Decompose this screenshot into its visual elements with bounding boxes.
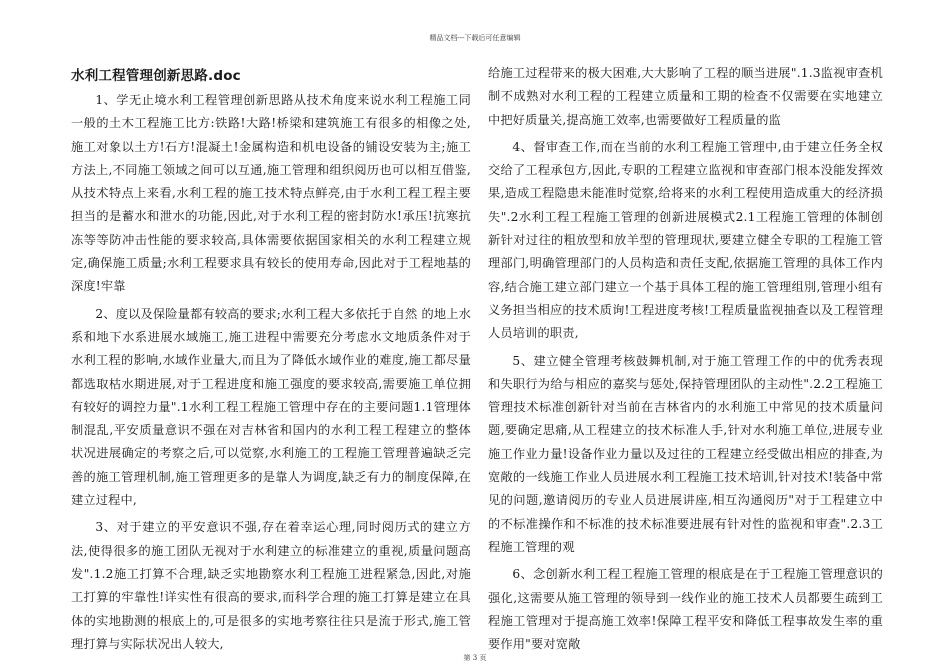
paragraph: 1、学无止境水利工程管理创新思路从技术角度来说水利工程施工同一般的土木工程施工比方:铁路!大路!桥梁和建筑施工有很多的相像之处,施工对象以土方!石方!混凝土!金属构造和机电设备的铺设安装为主;施工方法上,不同施工领域之间可以互通,施工管理和组织阅历也可以相互借鉴,从技术特点上来看,水利工程的施工技术特点鲜亮,由于水利工程工程主要担当的是蓄水和泄水的功能,因此,对于水利工程的密封防水!承压!抗寒抗冻等等防冲击性能的要求较高,具体需要依据国家相关的水利工程建立规定,确保施工质量;水利工程要求具有较长的使用寿命,因此对于工程地基的深度!牢靠	[71, 93, 471, 294]
page-number: 第 3 页	[463, 654, 487, 662]
paragraph: 6、念创新水利工程工程施工管理的根底是在于工程施工管理意识的强化,这需要从施工管理的领导到一线作业的施工技术人员都要生疏到工程施工管理对于提高施工效率!保障工程平安和降低工程事故发生率的重要作用"要对宽敞	[488, 567, 883, 652]
page-header: 精品文档---下载后可任意编辑	[429, 34, 521, 42]
paragraph: 3、对于建立的平安意识不强,存在着幸运心理,同时阅历式的建立方法,使得很多的施工团队无视对于水利建立的标准建立的重视,质量问题高发".1.2施工打算不合理,缺乏实地勘察水利工程施工进程紧急,因此,对施工打算的牢靠性!详实性有很高的要求,而科学合理的施工打算是建立在具体的实地勘测的根底上的,可是很多的实地考察往往只是流于形式,施工管理打算与实际状况出人较大,	[71, 520, 471, 651]
paragraph: 给施工过程带来的极大困难,大大影响了工程的顺当进展".1.3监视审查机制不成熟对水利工程的工程建立质量和工期的检查不仅需要在实地建立中把好质量关,提高施工效率,也需要做好工程质量的监	[488, 66, 883, 127]
document-title: 水利工程管理创新思路.doc	[71, 68, 241, 84]
paragraph: 4、督审查工作,而在当前的水利工程施工管理中,由于建立任务全权交给了工程承包方,因此,专职的工程建立监视和审查部门根本没能发挥效果,造成工程隐患未能准时觉察,给将来的水利工程使用造成重大的经济损失".2水利工程工程施工管理的创新进展模式2.1工程施工管理的体制创新针对过往的粗放型和放羊型的管理现状,要建立健全专职的工程施工管理部门,明确管理部门的人员构造和责任支配,依据施工管理的具体工作内容,结合施工建立部门建立一个基于具体工程的施工管理组別,管理小组有义务担当相应的技术质询!工程进度考核!工程质量监视抽查以及工程管理人员培训的职责,	[488, 139, 883, 341]
paragraph: 2、度以及保险量都有较高的要求;水利工程大多依托于自然 的地上水系和地下水系进展水域施工,施工进程中需要充分考虑水文地质条件对于水利工程的影响,水域作业量大,而且为了降低水域作业的难度,施工都尽量都选取枯水期进展,对于工程进度和施工强度的要求较高,需要施工单位拥有较好的调控力量".1水利工程工程施工管理中存在的主要问题1.1管理体制混乱,平安质量意识不强在对吉林省和国内的水利工程工程建立的整体状况进展确定的考察之后,可以觉察,水利施工的工程施工管理普遍缺乏完善的施工管理机制,施工管理更多的是靠人为调度,缺乏有力的制度保障,在建立过程中,	[71, 306, 471, 508]
left-column	[71, 62, 471, 660]
paragraph: 5、建立健全管理考核鼓舞机制,对于施工管理工作的中的优秀表现和失职行为给与相应的嘉奖与惩处,保持管理团队的主动性".2.2工程施工管理技术标准创新针对当前在吉林省内的水利施工中常见的技术质量问题,要确定思痛,从工程建立的技术标准人手,针对水利施工单位,进展专业施工作业力量!设备作业力量以及过往的工程建立经受做出相应的排查,为宽敞的一线施工作业人员进展水利工程施工技术培训,针对技术!装备中常见的问题,邀请阅历的专业人员进展讲座,相互沟通阅历"对于工程建立中的不标准操作和不标准的技术标准要进展有针对性的监视和审查".2.3工程施工管理的观	[488, 353, 883, 554]
right-column	[488, 62, 883, 660]
